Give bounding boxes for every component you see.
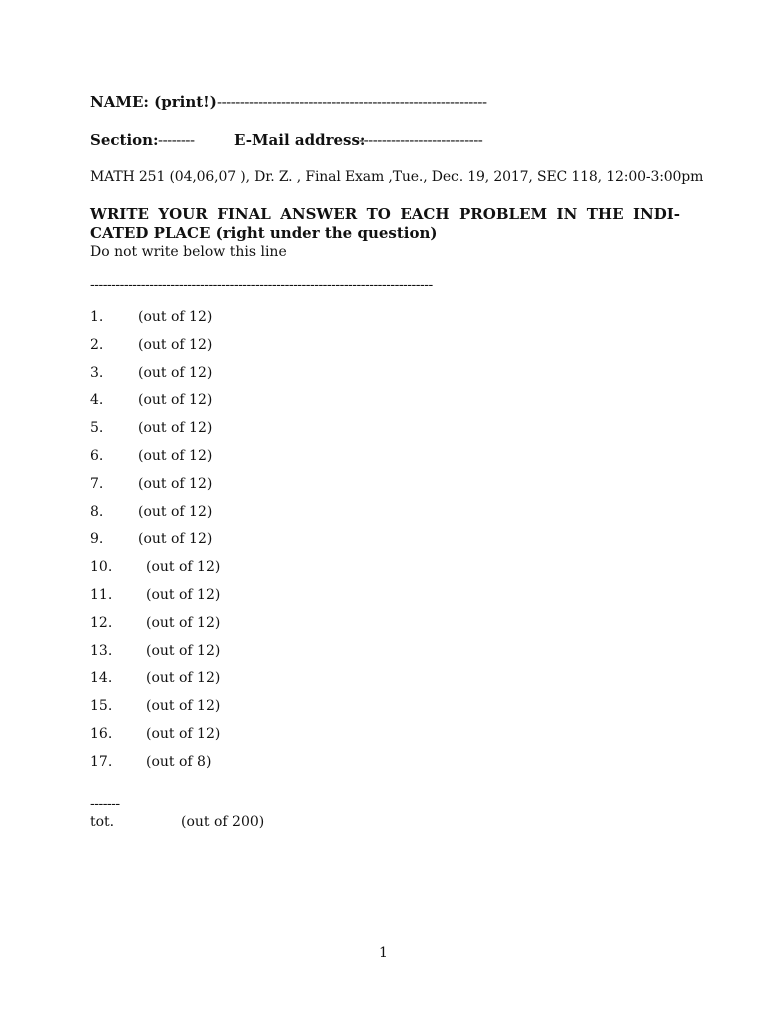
score-row xyxy=(90,669,290,687)
problem-out-of: (out of 12) xyxy=(138,448,213,464)
score-row xyxy=(90,503,290,521)
problem-number: 3. xyxy=(90,364,104,381)
score-row xyxy=(90,419,290,437)
problem-number: 7. xyxy=(90,475,104,492)
divider-line: --------------------------------------------------------------------------------- xyxy=(90,277,433,293)
problem-number: 11. xyxy=(90,587,113,603)
name-blank: ----------------------------------------------------------- xyxy=(217,93,487,111)
score-row xyxy=(90,364,290,382)
problem-number: 15. xyxy=(90,698,113,715)
problem-out-of: (out of 12) xyxy=(146,587,221,603)
score-row xyxy=(90,586,290,604)
problem-number: 14. xyxy=(90,670,113,687)
score-row xyxy=(90,475,290,493)
section-blank: -------- xyxy=(158,131,195,149)
problem-out-of: (out of 12) xyxy=(146,670,221,687)
problem-out-of: (out of 12) xyxy=(138,364,213,381)
problem-out-of: (out of 12) xyxy=(138,336,213,353)
problem-out-of: (out of 12) xyxy=(138,503,213,520)
problem-out-of: (out of 12) xyxy=(138,392,213,409)
score-row xyxy=(90,558,290,576)
score-row xyxy=(90,614,290,632)
problem-out-of: (out of 12) xyxy=(146,642,221,659)
problem-number: 5. xyxy=(90,420,104,437)
score-row xyxy=(90,336,290,354)
problem-number: 16. xyxy=(90,726,113,742)
score-row xyxy=(90,753,290,771)
problem-number: 17. xyxy=(90,753,113,770)
problem-number: 12. xyxy=(90,614,113,631)
problem-number: 9. xyxy=(90,531,104,548)
problem-out-of: (out of 8) xyxy=(146,753,212,770)
score-row xyxy=(90,308,290,326)
page-number: 1 xyxy=(379,945,388,961)
problem-number: 13. xyxy=(90,642,113,659)
total-dashes: ------- xyxy=(90,796,120,812)
course-info: MATH 251 (04,06,07 ), Dr. Z. , Final Exam ,Tue., Dec. 19, 2017, SEC 118, 12:00-3:00pm xyxy=(90,169,704,185)
problem-out-of: (out of 12) xyxy=(138,420,213,437)
do-not-write-note: Do not write below this line xyxy=(90,244,287,260)
instruction-heading: WRITE YOUR FINAL ANSWER TO EACH PROBLEM IN THE INDI-CATED PLACE (right under the question) xyxy=(90,205,680,242)
score-row xyxy=(90,447,290,465)
name-label: NAME: (print!) xyxy=(90,93,217,111)
section-label: Section: xyxy=(90,131,159,149)
total-label: tot. xyxy=(90,814,115,830)
problem-out-of: (out of 12) xyxy=(146,726,221,742)
problem-number: 1. xyxy=(90,309,104,325)
problem-number: 2. xyxy=(90,336,104,353)
score-row xyxy=(90,530,290,548)
problem-out-of: (out of 12) xyxy=(146,559,221,576)
problem-out-of: (out of 12) xyxy=(146,614,221,631)
score-row xyxy=(90,642,290,660)
score-row xyxy=(90,725,290,743)
problem-out-of: (out of 12) xyxy=(138,309,213,325)
total-out-of: (out of 200) xyxy=(181,814,265,830)
problem-number: 8. xyxy=(90,503,104,520)
score-row xyxy=(90,697,290,715)
problem-number: 4. xyxy=(90,392,104,409)
problem-number: 6. xyxy=(90,448,104,464)
score-row xyxy=(90,391,290,409)
problem-out-of: (out of 12) xyxy=(138,531,213,548)
problem-out-of: (out of 12) xyxy=(138,475,213,492)
problem-number: 10. xyxy=(90,559,113,576)
email-blank: --------------------------- xyxy=(359,131,483,149)
email-label: E-Mail address: xyxy=(234,131,366,149)
problem-out-of: (out of 12) xyxy=(146,698,221,715)
